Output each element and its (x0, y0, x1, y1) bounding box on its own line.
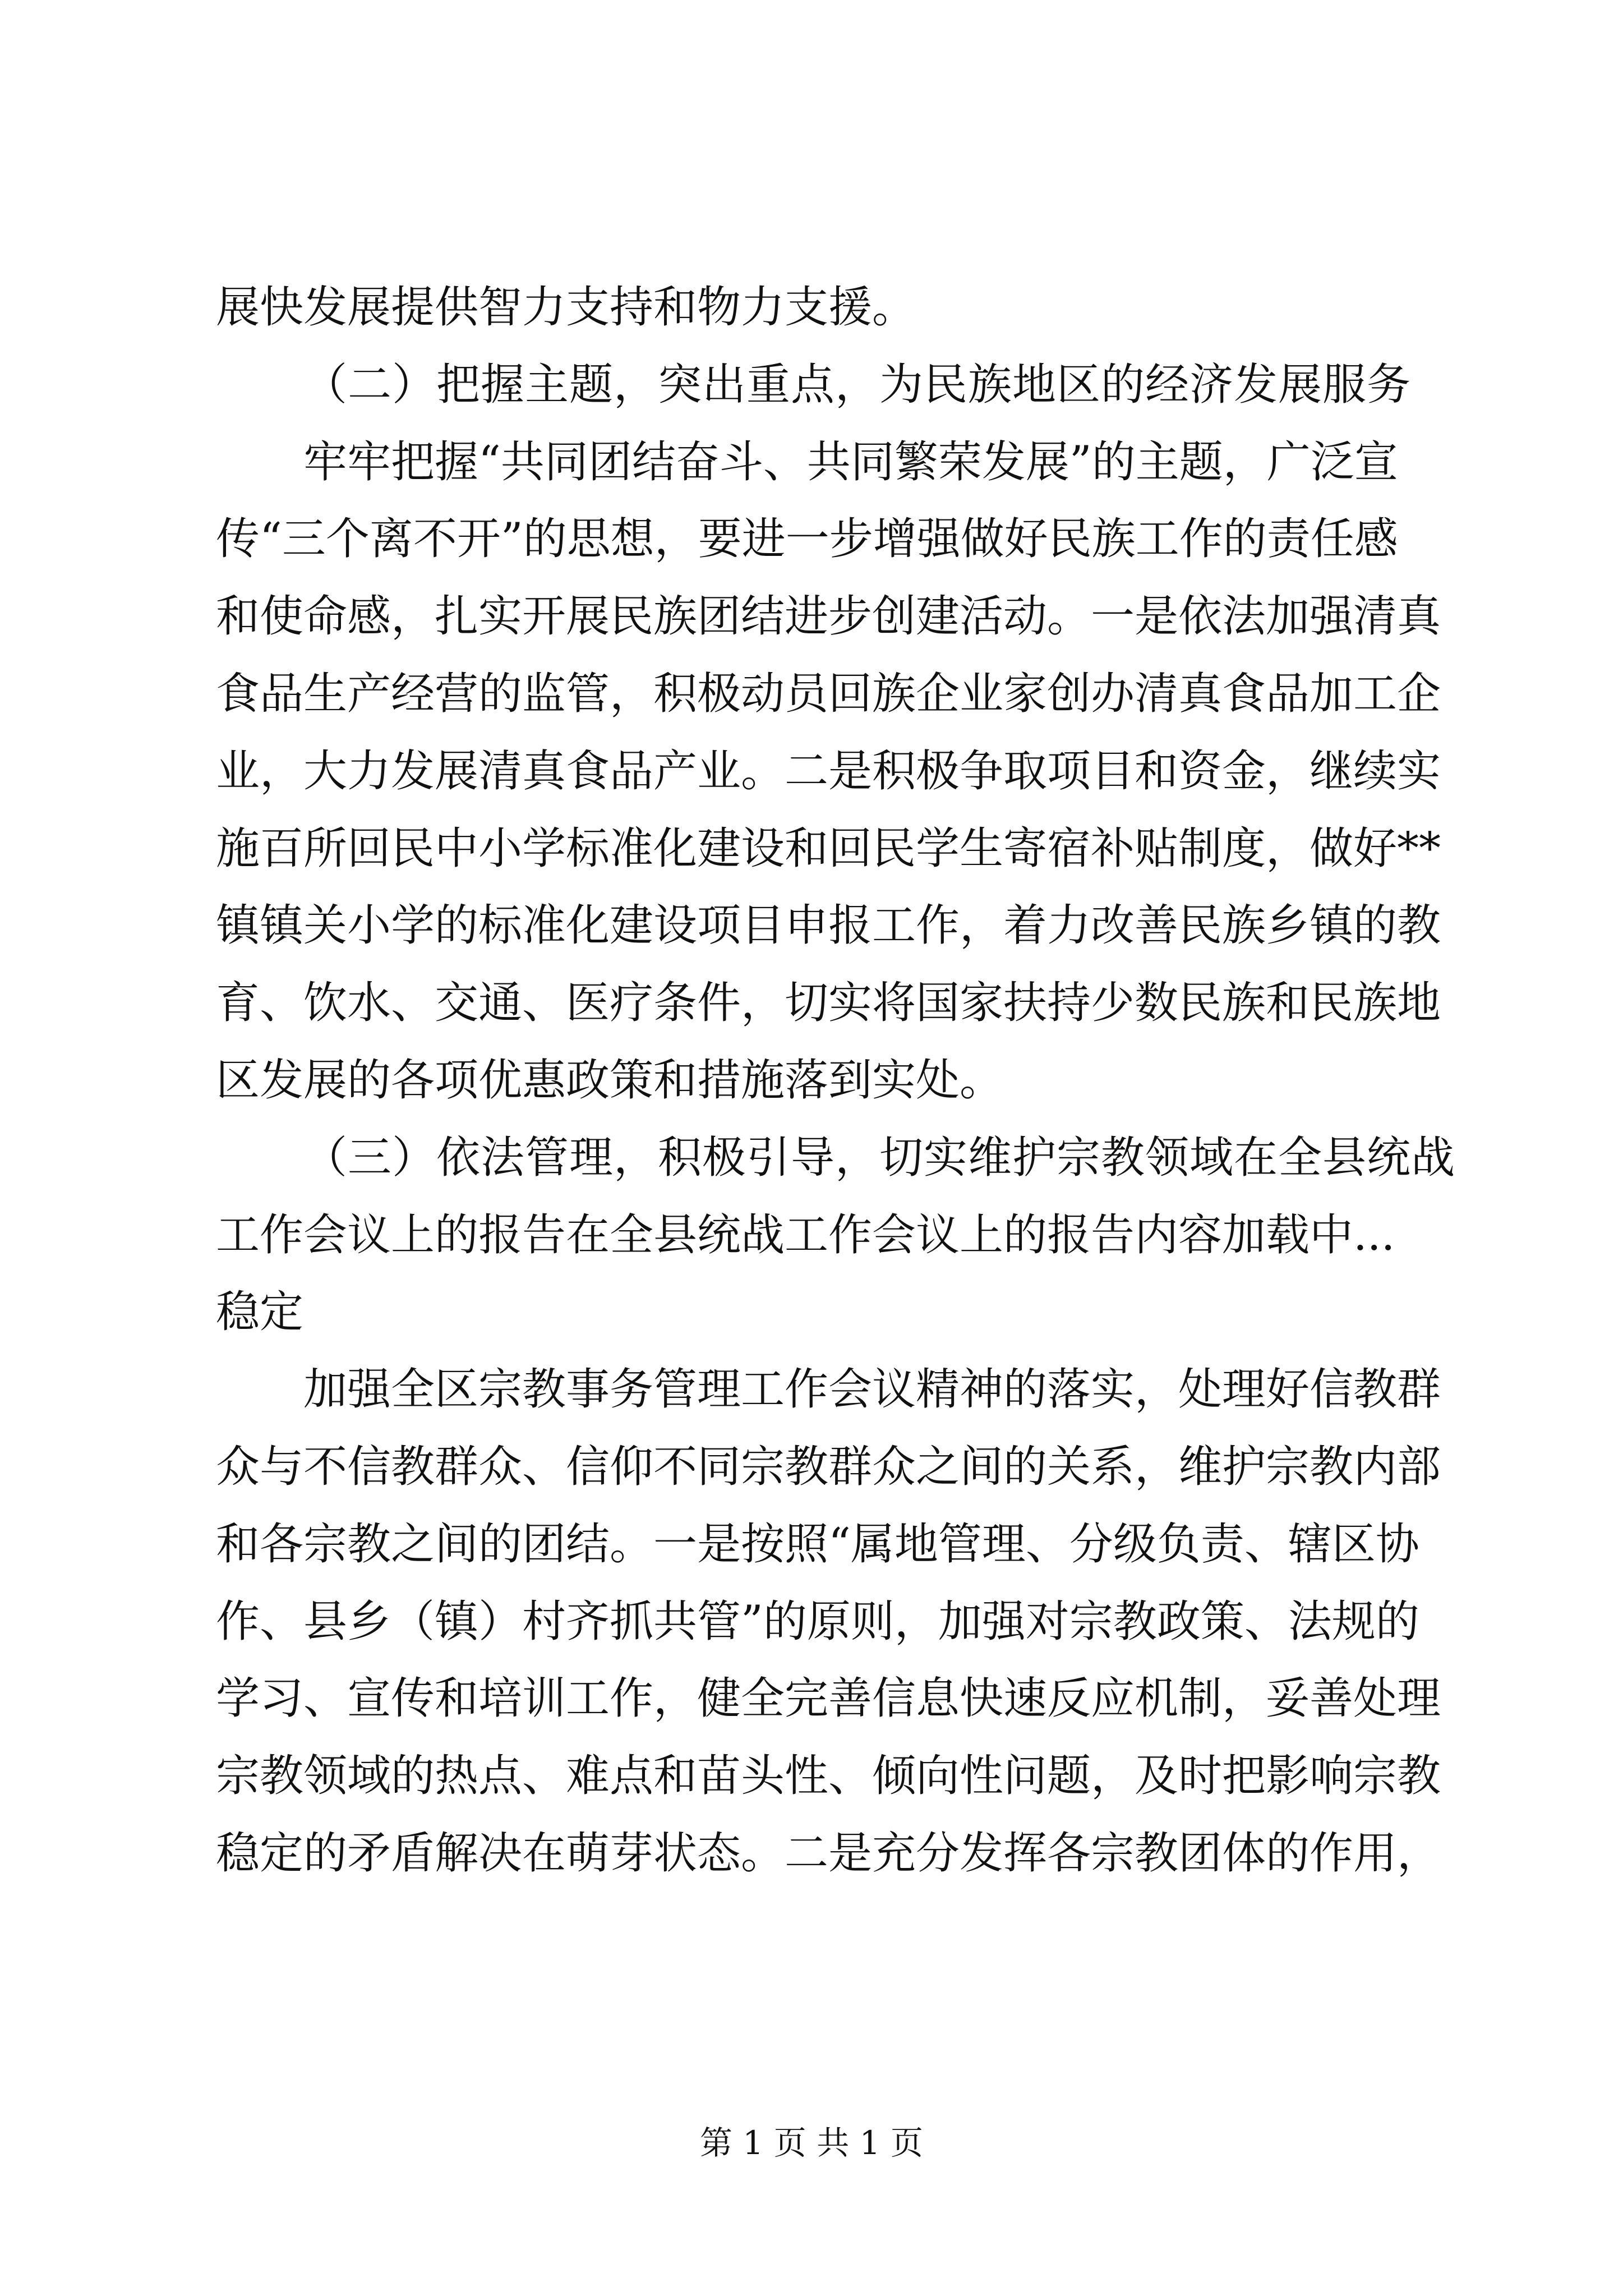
body-line: 育、饮水、交通、医疗条件，切实将国家扶持少数民族和民族地 (216, 978, 1441, 1029)
section-heading-2: （二）把握主题，突出重点，为民族地区的经济发展服务 (303, 359, 1412, 410)
body-line: 区发展的各项优惠政策和措施落到实处。 (216, 1055, 1004, 1106)
body-line: 和使命感，扎实开展民族团结进步创建活动。一是依法加强清真 (216, 591, 1441, 642)
body-line: 众与不信教群众、信仰不同宗教群众之间的关系，维护宗教内部 (216, 1441, 1441, 1492)
body-line: 业，大力发展清真食品产业。二是积极争取项目和资金，继续实 (216, 746, 1441, 797)
body-line: 传“三个离不开”的思想，要进一步增强做好民族工作的责任感 (216, 514, 1398, 565)
body-line: 展快发展提供智力支持和物力支援。 (216, 282, 916, 333)
paragraph-first-line: 牢牢把握“共同团结奋斗、共同繁荣发展”的主题，广泛宣 (303, 436, 1398, 487)
page-footer: 第 1 页 共 1 页 (700, 2124, 923, 2162)
document-body (216, 269, 1456, 1893)
body-line: 稳定 (216, 1287, 304, 1338)
body-line: 宗教领域的热点、难点和苗头性、倾向性问题，及时把影响宗教 (216, 1751, 1441, 1802)
section-heading-3: （三）依法管理，积极引导，切实维护宗教领域在全县统战 (303, 1132, 1456, 1183)
body-line: 食品生产经营的监管，积极动员回族企业家创办清真食品加工企 (216, 668, 1441, 719)
body-line: 学习、宣传和培训工作，健全完善信息快速反应机制，妥善处理 (216, 1673, 1441, 1724)
body-line: 作、县乡（镇）村齐抓共管”的原则，加强对宗教政策、法规的 (216, 1596, 1419, 1647)
paragraph-first-line: 加强全区宗教事务管理工作会议精神的落实，处理好信教群 (303, 1364, 1441, 1415)
body-line: 镇镇关小学的标准化建设项目申报工作，着力改善民族乡镇的教 (216, 900, 1441, 951)
body-line: 施百所回民中小学标准化建设和回民学生寄宿补贴制度，做好** (216, 823, 1441, 874)
body-line: 稳定的矛盾解决在萌芽状态。二是充分发挥各宗教团体的作用， (216, 1828, 1441, 1879)
body-line: 和各宗教之间的团结。一是按照“属地管理、分级负责、辖区协 (216, 1519, 1419, 1570)
body-line: 工作会议上的报告在全县统战工作会议上的报告内容加载中... (216, 1209, 1395, 1260)
